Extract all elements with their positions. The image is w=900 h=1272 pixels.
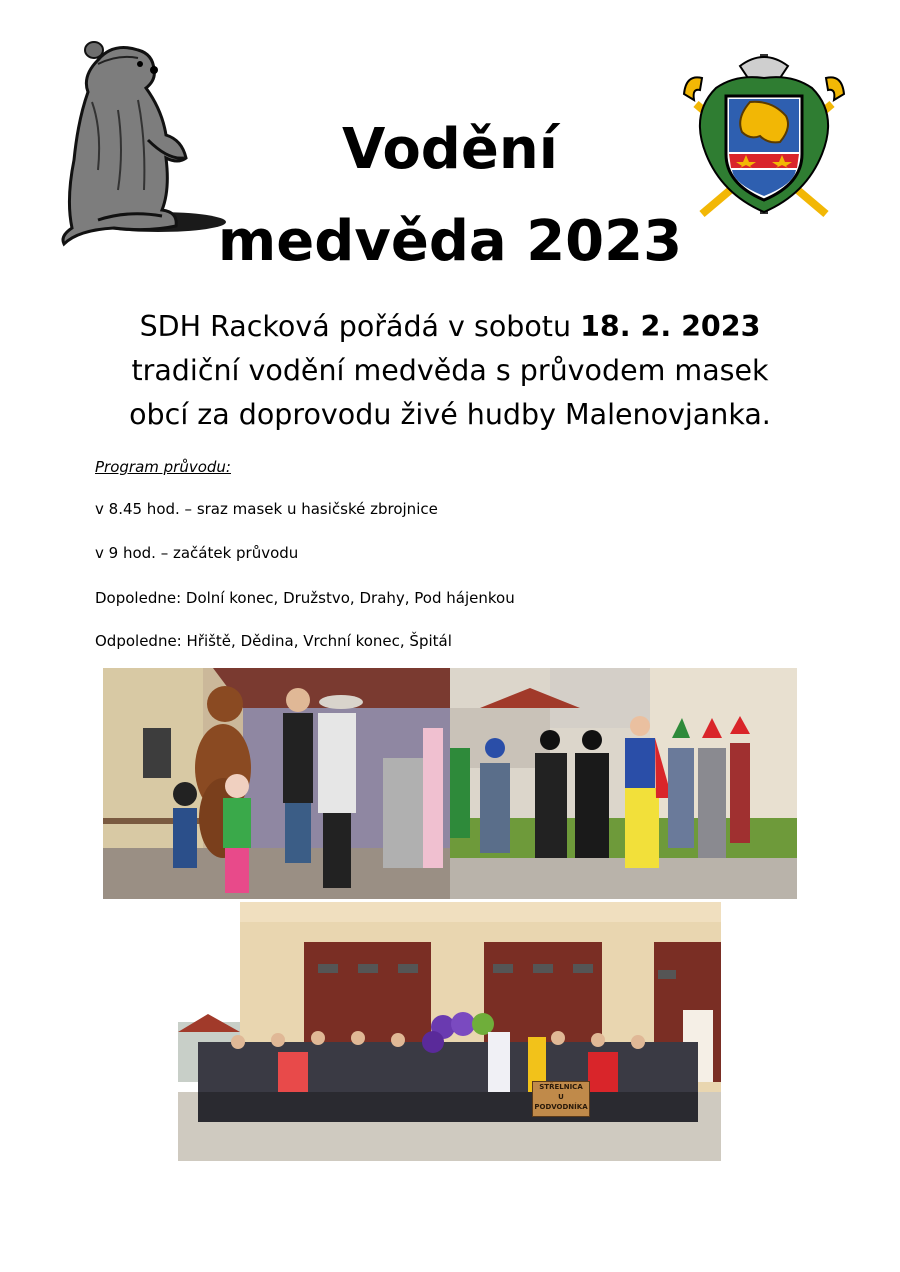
intro-line3: obcí za doprovodu živé hudby Malenovjanka. (129, 398, 771, 431)
program-item: v 8.45 hod. – sraz masek u hasičské zbrojnice (95, 500, 438, 518)
sign-line1: STŘELNICA (539, 1083, 583, 1091)
program-item: Dopoledne: Dolní konec, Družstvo, Drahy, Pod hájenkou (95, 589, 515, 607)
photo-masks-group (450, 668, 797, 899)
event-date: 18. 2. 2023 (580, 310, 761, 343)
program-item: Odpoledne: Hřiště, Dědina, Vrchní konec, Špitál (95, 632, 452, 650)
sign-line2: U (558, 1093, 564, 1101)
event-intro (40, 305, 860, 437)
program-heading: Program průvodu: (95, 458, 231, 476)
poster-title-line2: medvěda 2023 (217, 209, 683, 274)
intro-text: SDH Racková pořádá v sobotu (139, 310, 572, 343)
sign-line3: PODVODNÍKA (534, 1103, 588, 1111)
program-item: v 9 hod. – začátek průvodu (95, 544, 299, 562)
photo-bear-with-children (103, 668, 450, 899)
shooting-range-sign (532, 1081, 590, 1117)
photo-group-fire-station (178, 902, 721, 1161)
intro-line2: tradiční vodění medvěda s průvodem masek (131, 354, 769, 387)
intro-line1 (40, 305, 860, 349)
poster-title-line1: Vodění (342, 117, 558, 182)
